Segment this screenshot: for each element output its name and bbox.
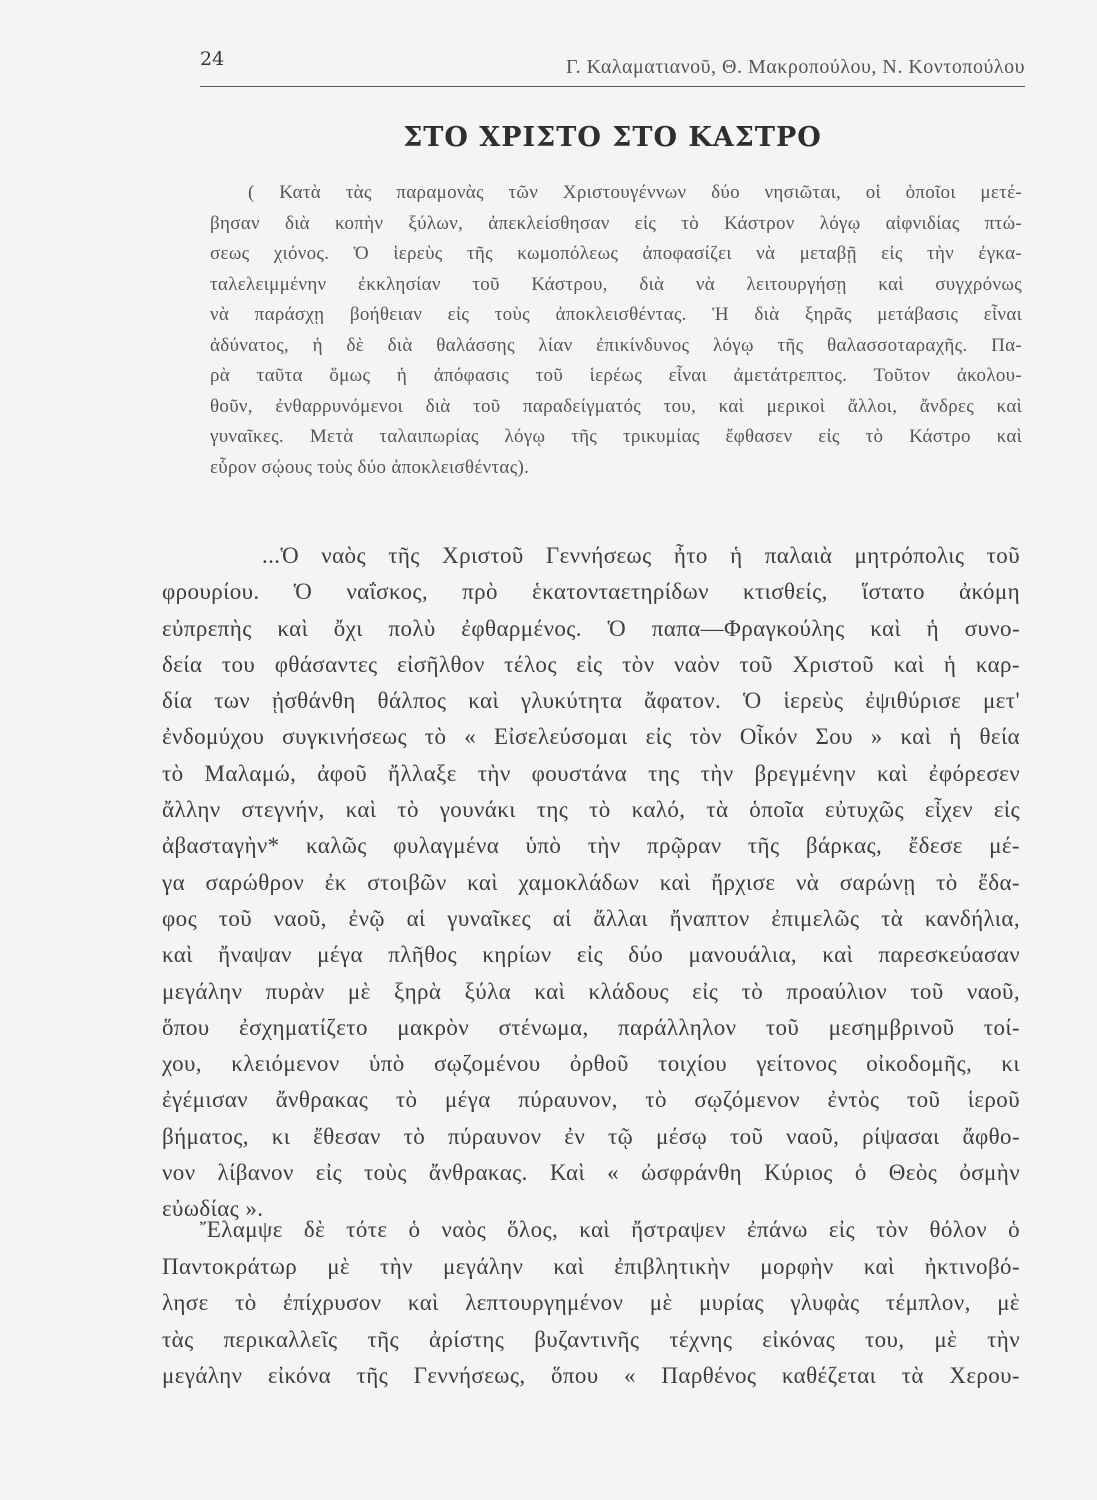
intro-line: σεως χιόνος. Ὁ ἱερεὺς τῆς κωμοπόλεως ἀποφασίζει νὰ μεταβῇ εἰς τὴν ἐγκα- [210,243,1022,264]
intro-line: βησαν διὰ κοπὴν ξύλων, ἀπεκλείσθησαν εἰς τὸ Κάστρον λόγῳ αἰφνιδίας πτώ- [210,212,1022,234]
body-line: εὐπρεπὴς καὶ ὄχι πολὺ ἐφθαρμένος. Ὁ παπα—Φραγκούλης καὶ ἡ συνο- [162,615,1020,641]
intro-line: νὰ παράσχῃ βοήθειαν εἰς τοὺς ἀποκλεισθέντας. Ἡ διὰ ξηρᾶς μετάβασις εἶναι [210,304,1022,325]
body-line: ἐγέμισαν ἄνθρακας τὸ μέγα πύραυνον, τὸ σῳζόμενον ἐντὸς τοῦ ἱεροῦ [162,1087,1020,1113]
body-line: εὐωδίας ». [162,1196,264,1222]
body-line: βήματος, κι ἔθεσαν τὸ πύραυνον ἐν τῷ μέσῳ τοῦ ναοῦ, ρίψασαι ἄφθο- [162,1123,1020,1149]
body-line: ἄλλην στεγνήν, καὶ τὸ γουνάκι της τὸ καλό, τὰ ὁποῖα εὐτυχῶς εἶχεν εἰς [162,797,1020,823]
body-line: μεγάλην πυρὰν μὲ ξηρὰ ξύλα καὶ κλάδους εἰς τὸ προαύλιον τοῦ ναοῦ, [162,978,1020,1004]
body-paragraph-1 [162,538,1020,1228]
intro-line: εὗρον σῴους τοὺς δύο ἀποκλεισθέντας). [210,456,530,478]
body-line: τὸ Μαλαμώ, ἀφοῦ ἤλλαξε τὴν φουστάνα της τὴν βρεγμένην καὶ ἐφόρεσεν [162,760,1020,786]
page-header [200,46,1025,87]
body-line: Ἔλαμψε δὲ τότε ὁ ναὸς ὅλος, καὶ ἤστραψεν ἐπάνω εἰς τὸν θόλον ὁ [200,1217,1020,1242]
intro-line: θοῦν, ἐνθαρρυνόμενοι διὰ τοῦ παραδείγματός του, καὶ μερικοὶ ἄλλοι, ἄνδρες καὶ [210,395,1022,417]
body-line: δεία του φθάσαντες εἰσῆλθον τέλος εἰς τὸν ναὸν τοῦ Χριστοῦ καὶ ἡ καρ- [162,651,1020,677]
body-line: ὅπου ἐσχηματίζετο μακρὸν στένωμα, παράλληλον τοῦ μεσημβρινοῦ τοί- [162,1014,1020,1040]
intro-line: ταλελειμμένην ἐκκλησίαν τοῦ Κάστρου, διὰ νὰ λειτουργήσῃ καὶ συγχρόνως [210,273,1022,295]
intro-paragraph [210,178,1022,483]
body-line: Παντοκράτωρ μὲ τὴν μεγάλην καὶ ἐπιβλητικὴν μορφὴν καὶ ἠκτινοβό- [162,1253,1020,1279]
body-line: ἐνδομύχου συγκινήσεως τὸ « Εἰσελεύσομαι εἰς τὸν Οἶκόν Σου » καὶ ἡ θεία [162,724,1020,750]
body-line: ...Ὁ ναὸς τῆς Χριστοῦ Γεννήσεως ἦτο ἡ παλαιὰ μητρόπολις τοῦ [262,543,1020,568]
body-line: γα σαρώθρον ἐκ στοιβῶν καὶ χαμοκλάδων καὶ ἤρχισε νὰ σαρώνῃ τὸ ἔδα- [162,869,1020,895]
body-line: φρουρίου. Ὁ ναΐσκος, πρὸ ἑκατονταετηρίδων κτισθείς, ἵστατο ἀκόμη [162,579,1020,605]
intro-line: ἀδύνατος, ἡ δὲ διὰ θαλάσσης λίαν ἐπικίνδυνος λόγῳ τῆς θαλασσοταραχῆς. Πα- [210,334,1022,356]
intro-line: ( Κατὰ τὰς παραμονὰς τῶν Χριστουγέννων δύο νησιῶται, οἱ ὁποῖοι μετέ- [248,182,1022,203]
body-line: καὶ ἤναψαν μέγα πλῆθος κηρίων εἰς δύο μανουάλια, καὶ παρεσκεύασαν [162,942,1020,968]
body-line: μεγάλην εἰκόνα τῆς Γεννήσεως, ὅπου « Παρθένος καθέζεται τὰ Χερου- [162,1363,1020,1388]
page-number: 24 [200,48,225,70]
body-line: δία των ᾐσθάνθη θάλπος καὶ γλυκύτητα ἄφατον. Ὁ ἱερεὺς ἐψιθύρισε μετ' [162,688,1020,714]
body-line: φος τοῦ ναοῦ, ἐνῷ αἱ γυναῖκες αἱ ἄλλαι ἤναπτον ἐπιμελῶς τὰ κανδήλια, [162,905,1020,931]
body-paragraph-2 [162,1212,1020,1395]
intro-line: ρὰ ταῦτα ὅμως ἡ ἀπόφασις τοῦ ἱερέως εἶναι ἀμετάτρεπτος. Τοῦτον ἀκολου- [210,365,1022,386]
running-head: Γ. Καλαματιανοῦ, Θ. Μακροπούλου, Ν. Κοντοπούλου [566,56,1025,78]
chapter-title: ΣΤΟ ΧΡΙΣΤΟ ΣΤΟ ΚΑΣΤΡΟ [403,122,822,153]
intro-line: γυναῖκες. Μετὰ ταλαιπωρίας λόγῳ τῆς τρικυμίας ἔφθασεν εἰς τὸ Κάστρο καὶ [210,426,1022,447]
body-line: λησε τὸ ἐπίχρυσον καὶ λεπτουργημένον μὲ μυρίας γλυφὰς τέμπλον, μὲ [162,1290,1020,1315]
body-line: χου, κλειόμενον ὑπὸ σῳζομένου ὀρθοῦ τοιχίου γείτονος οἰκοδομῆς, κι [162,1051,1020,1077]
body-line: νον λίβανον εἰς τοὺς ἄνθρακας. Καὶ « ὠσφράνθη Κύριος ὁ Θεὸς ὀσμὴν [162,1160,1020,1186]
body-line: τὰς περικαλλεῖς τῆς ἀρίστης βυζαντινῆς τέχνης εἰκόνας του, μὲ τὴν [162,1326,1020,1352]
body-line: ἀβασταγὴν* καλῶς φυλαγμένα ὑπὸ τὴν πρῷραν τῆς βάρκας, ἔδεσε μέ- [162,833,1020,859]
